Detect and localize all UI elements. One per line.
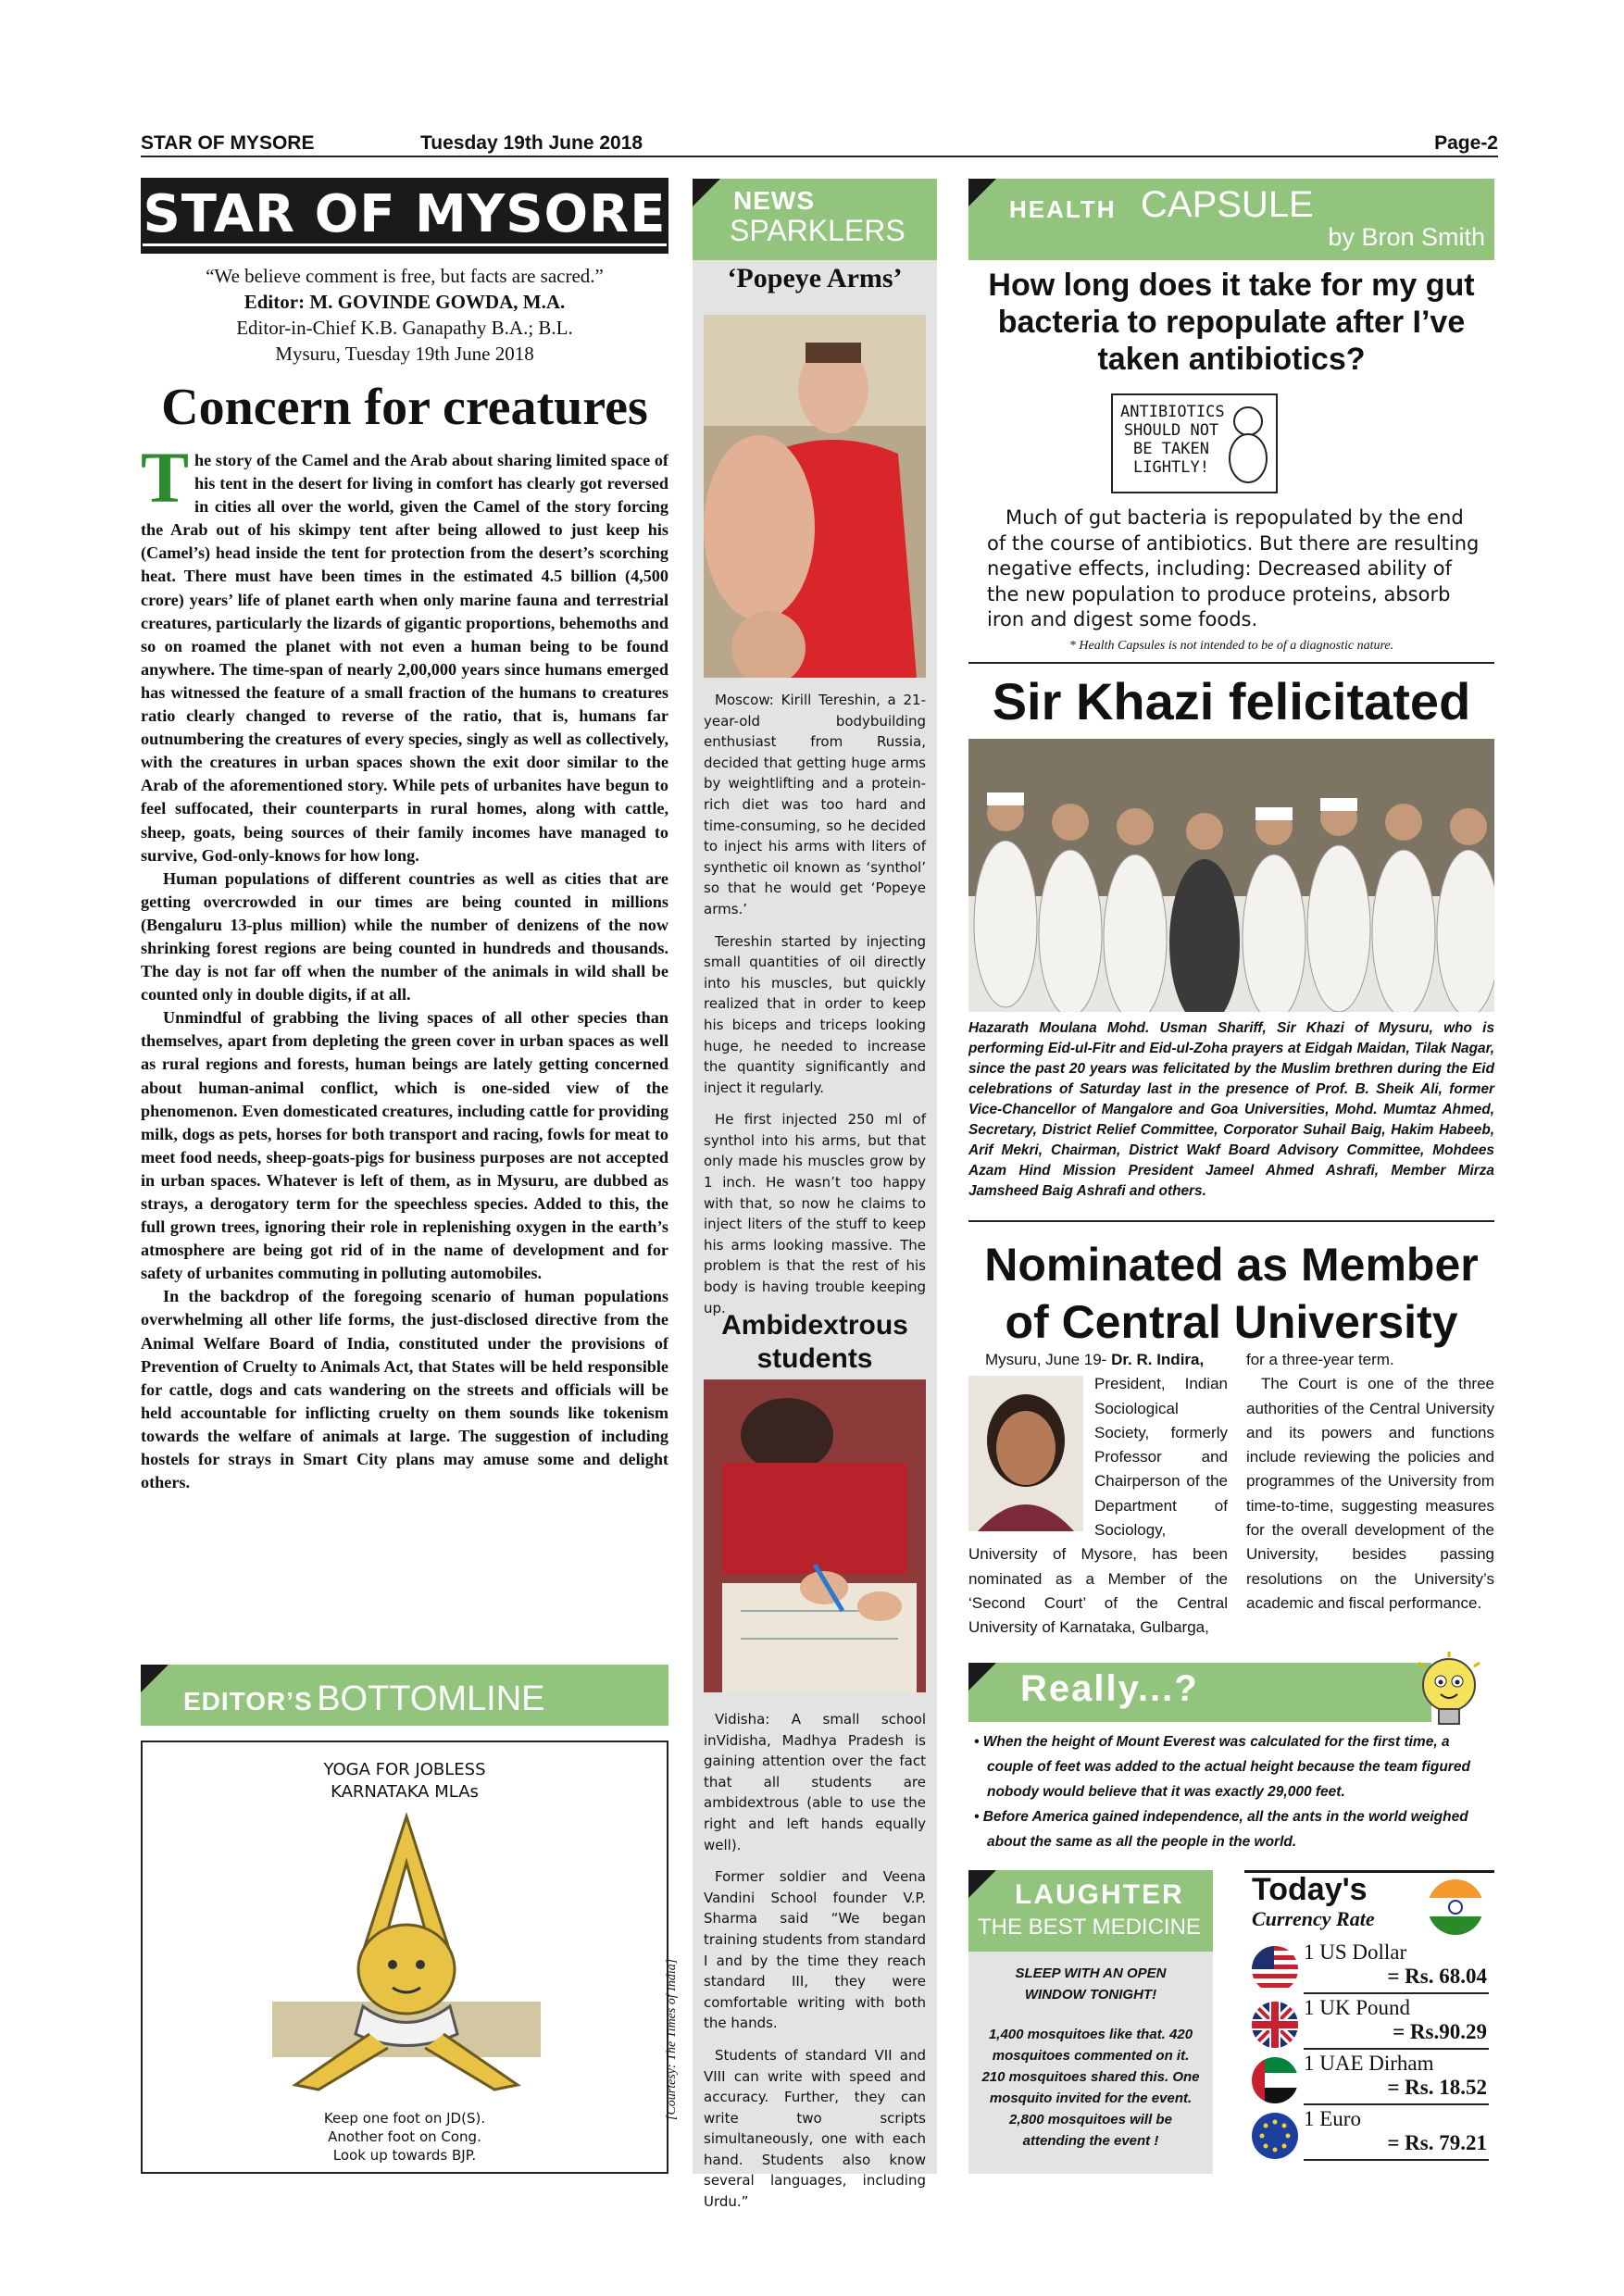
ambidextrous-paragraph-3: Students of standard VII and VIII can write with speed and accuracy. Further, they can write two scripts simultaneously, one with each hand. Students also know several languages, including Urdu.” bbox=[704, 2046, 926, 2211]
editorial-body bbox=[141, 437, 668, 1494]
joke-body: 1,400 mosquitoes like that. 420 mosquitoes commented on it. 210 mosquitoes shared this. One mosquito invited for the event. 2,800 mosquitoes will be attending the event ! bbox=[981, 2027, 1200, 2149]
header-rule bbox=[141, 156, 1498, 157]
portrait-illustration bbox=[968, 1376, 1083, 1531]
currency-subtitle: Currency Rate bbox=[1252, 1907, 1375, 1930]
popeye-paragraph-2: Tereshin started by injecting small quantities of oil directly into his muscles, but quickly realized that in order to keep his biceps and triceps looking huge, he needed to increase the quantity significantly and inject it regularly. bbox=[704, 932, 926, 1096]
currency-name: 1 UK Pound bbox=[1304, 1996, 1411, 2019]
corner-triangle-icon bbox=[968, 1870, 996, 1898]
header-date: Tuesday 19th June 2018 bbox=[420, 132, 643, 154]
bottomline-label-rest: BOTTOMLINE bbox=[317, 1679, 545, 1718]
list-item: • Before America gained independence, all the ants in the world weighed about the same as all the people in the world. bbox=[974, 1809, 1468, 1850]
cartoon-title: YOGA FOR JOBLESS KARNATAKA MLAs bbox=[323, 1760, 486, 1802]
drop-cap: T bbox=[141, 437, 190, 518]
group-photo-illustration bbox=[968, 739, 1494, 1012]
list-item: • When the height of Mount Everest was calculated for the first time, a couple of feet was added to the actual height because the team figured nobody would believe that it was exactly 29,000 feet. bbox=[974, 1734, 1470, 1800]
dr-indira-photo bbox=[968, 1376, 1083, 1531]
health-byline: by Bron Smith bbox=[1328, 223, 1485, 251]
currency-name: 1 UAE Dirham bbox=[1304, 2052, 1434, 2075]
news-sparklers-banner bbox=[693, 179, 937, 260]
popeye-headline: ‘Popeye Arms’ bbox=[727, 263, 903, 293]
currency-row-gbp bbox=[1244, 1994, 1494, 2050]
ambidextrous-story bbox=[704, 1709, 926, 2224]
cartoon-sign-text: ANTIBIOTICS SHOULD NOT BE TAKEN LIGHTLY! bbox=[1120, 403, 1225, 477]
news-label: NEWS bbox=[733, 186, 815, 215]
dateline: Mysuru, Tuesday 19th June 2018 bbox=[275, 343, 534, 365]
ambidextrous-paragraph-2: Former soldier and Veena Vandini School founder V.P. Sharma said “We began training students from standard I and by the time they reach standard III, they were comfortable writing with both the hands. bbox=[704, 1868, 926, 2032]
health-answer: Much of gut bacteria is repopulated by the end of the course of antibiotics. But there are resulting negative effects, including: Decreased ability of the new population to produce proteins, absorb iron and digest some foods. bbox=[987, 506, 1480, 630]
currency-name: 1 US Dollar bbox=[1304, 1940, 1407, 1964]
bottomline-banner bbox=[141, 1665, 668, 1726]
khazi-headline: Sir Khazi felicitated bbox=[992, 672, 1471, 730]
masthead-logo: STAR OF MYSORE bbox=[141, 178, 668, 254]
popeye-story bbox=[704, 690, 926, 1329]
central-university-headline: Nominated as Member of Central University bbox=[984, 1239, 1479, 1348]
felicitation-caption: Hazarath Moulana Mohd. Usman Shariff, Sir Khazi of Mysuru, who is performing Eid-ul-Fitr and Eid-ul-Zoha prayers at Eidgah Maidan, Tilak Nagar, since the past 20 years was felicitated by the Muslim brethren during the Eid celebrations of Saturday last in the presence of Prof. B. Sheik Ali, former Vice-Chancellor of Mangalore and Goa Universities, Mohd. Mumtaz Ahmed, Secretary, District Relief Committee, Corporator Suhail Baig, Hakim Habeeb, Arif Mekri, Chairman, District Wakf Board Advisory Committee, Mohdees Azam Hind Mission President Jameel Ahmed Ashrafi, Member Mirza Jamsheed Baig Ashrafi and others. bbox=[968, 1020, 1494, 1199]
eu-flag-icon bbox=[1252, 2113, 1298, 2159]
currency-value: = Rs. 79.21 bbox=[1387, 2131, 1487, 2154]
person-name: Dr. R. Indira, bbox=[1111, 1351, 1205, 1368]
courtesy-credit: [Courtesy: The Times of India] bbox=[665, 1958, 679, 2120]
popeye-paragraph-3: He first injected 250 ml of synthol into his arms, but that only made his muscles grow by 1 inch. He wasn’t too happy with that, so now he claims to inject liters of the stuff to keep his arms looking massive. The problem is that the rest of his body is having trouble keeping up. bbox=[704, 1111, 926, 1316]
antibiotics-cartoon bbox=[1111, 393, 1278, 493]
bodybuilder-photo-illustration bbox=[704, 315, 926, 678]
us-flag-icon bbox=[1252, 1946, 1298, 1992]
cartoon-character-illustration bbox=[1222, 403, 1274, 486]
corner-triangle-icon bbox=[968, 1663, 996, 1691]
story-body-3: The Court is one of the three authorities of the Central University and its powers and functions include reviewing the policies and programmes of the University from time-to-time, suggesting measures for the overall development of the University, besides passing resolutions on the University’s academic and fiscal performance. bbox=[1246, 1375, 1494, 1612]
currency-name: 1 Euro bbox=[1304, 2107, 1361, 2130]
story-body-2: for a three-year term. bbox=[1246, 1351, 1394, 1368]
health-question: How long does it take for my gut bacteria to repopulate after I’ve taken antibiotics? bbox=[988, 268, 1475, 377]
story-dateline: Mysuru, June 19- bbox=[985, 1351, 1107, 1368]
capsule-label: CAPSULE bbox=[1141, 184, 1314, 225]
currency-row-eur bbox=[1244, 2105, 1494, 2161]
currency-row-usd bbox=[1244, 1939, 1494, 1994]
editorial-paragraph-3: Unmindful of grabbing the living spaces of all other species than themselves, apart from depleting the green cover in urban spaces as well as rural regions and forests, human beings are lately getting concerned about human-animal conflict, which is one-sided view of the phenomenon. Even domesticated creatures, including cattle for providing milk, dogs as pets, horses for both transport and racing, fowls for meat to meet food needs, sheep-goats-pigs for business purposes are not accepted in urban spaces. Whatever is left of them, as in Mysuru, are dubbed as strays, a derogatory term for the speechless species. Added to this, the full grown trees, ignoring their role in replenishing oxygen in the earth’s atmosphere are being got rid of in the name of development and for safety of urbanites commuting in polluting automobiles. bbox=[141, 1008, 668, 1283]
currency-value: = Rs. 18.52 bbox=[1387, 2076, 1487, 2099]
header-page-number: Page-2 bbox=[1434, 132, 1498, 154]
really-facts-list bbox=[968, 1729, 1494, 1854]
editorial-headline: Concern for creatures bbox=[161, 379, 648, 436]
yoga-figure-illustration bbox=[254, 1807, 559, 2103]
popeye-arms-photo bbox=[704, 315, 926, 678]
joke-title: SLEEP WITH AN OPEN WINDOW TONIGHT! bbox=[1015, 1965, 1167, 2003]
editorial-paragraph-2: Human populations of different countries as well as cities that are getting overcrowded in our times are being counted in millions (Bengaluru 13-plus million) while the number of denizens of the now shrinking forest regions are being counted in hundreds and thousands. The day is not far off when the number of the animals in wild shall be counted only in double digits, if at all. bbox=[141, 868, 668, 1004]
currency-title: Today's bbox=[1252, 1872, 1368, 1907]
india-flag-icon bbox=[1428, 1879, 1483, 1935]
section-rule bbox=[968, 1220, 1494, 1222]
really-label: Really...? bbox=[1020, 1668, 1199, 1709]
joke-box bbox=[968, 1952, 1213, 2174]
central-university-col1 bbox=[968, 1348, 1228, 1641]
bottomline-cartoon bbox=[141, 1741, 668, 2174]
health-disclaimer: * Health Capsules is not intended to be of a diagnostic nature. bbox=[1068, 639, 1394, 653]
health-capsule-banner bbox=[968, 179, 1494, 260]
health-label: HEALTH bbox=[1009, 195, 1117, 223]
currency-row-aed bbox=[1244, 2050, 1494, 2105]
ambidextrous-paragraph-1: Vidisha: A small school inVidisha, Madhya Pradesh is gaining attention over the fact that all students are ambidextrous (able to use the right and left hands equally well). bbox=[704, 1711, 926, 1853]
uk-flag-icon bbox=[1252, 2002, 1298, 2048]
lightbulb-icon bbox=[1407, 1650, 1491, 1733]
really-banner bbox=[968, 1663, 1431, 1722]
ambidextrous-student-photo bbox=[704, 1379, 926, 1692]
popeye-paragraph-1: Moscow: Kirill Tereshin, a 21-year-old bodybuilding enthusiast from Russia, decided that getting huge arms by weightlifting and a protein-rich diet was too hard and time-consuming, so he decided to inject his arms with liters of synthetic oil known as ‘synthol’ so that he would get ‘Popeye arms.’ bbox=[704, 692, 926, 917]
central-university-col2 bbox=[1246, 1348, 1494, 1616]
corner-triangle-icon bbox=[693, 179, 720, 206]
student-writing-illustration bbox=[704, 1379, 926, 1692]
sparklers-label: SPARKLERS bbox=[730, 214, 906, 247]
editor-in-chief-line: Editor-in-Chief K.B. Ganapathy B.A.; B.L. bbox=[236, 317, 573, 339]
currency-value: = Rs. 68.04 bbox=[1387, 1965, 1487, 1988]
header-paper-name: STAR OF MYSORE bbox=[141, 132, 315, 154]
best-medicine-label: THE BEST MEDICINE bbox=[978, 1915, 1201, 1940]
laughter-label: LAUGHTER bbox=[1015, 1879, 1184, 1910]
currency-value: = Rs.90.29 bbox=[1393, 2020, 1487, 2043]
bottomline-label-bold: EDITOR’S bbox=[183, 1687, 313, 1716]
corner-triangle-icon bbox=[968, 179, 996, 206]
section-rule bbox=[968, 662, 1494, 664]
masthead-credits bbox=[141, 263, 668, 367]
editorial-paragraph-1: he story of the Camel and the Arab about sharing limited space of his tent in the desert for living in comfort has clearly got reversed in cities all over the world, given the Camel of the story forcing the Arab out of his skimpy tent after being allowed to just keep his (Camel’s) head inside the tent for protection from the desert’s scorching heat. There must have been times in the estimated 4.5 billion (4,500 crore) years’ life of planet earth when only marine fauna and terrestrial creatures, particularly the lizards of gigantic proportions, behemoths and so on roamed the planet with not even a human being to be found anywhere. The time-span of nearly 2,00,000 years since humans emerged has witnessed the feature of a small fraction of the humans to creatures ratio clearly changed to reverse of the ratio, that is, humans far outnumbering the creatures of every species, singly as well as collectively, with the creatures in urban spaces shown the exit door similar to the Arab of the aforementioned story. While pets of urbanites have begun to feel suffocated, their counterparts in rural homes, along with cattle, sheep, goats, being sources of their family incomes have managed to survive, God-only-knows for how long. bbox=[141, 451, 668, 865]
cartoon-caption: Keep one foot on JD(S). Another foot on Cong. Look up towards BJP. bbox=[323, 2110, 486, 2164]
uae-flag-icon bbox=[1252, 2057, 1298, 2103]
editorial-paragraph-4: In the backdrop of the foregoing scenario of human populations overwhelming all other life forms, the just-disclosed directive from the Animal Welfare Board of India, constituted under the provisions of Prevention of Cruelty to Animals Act, that States will be held responsible for cattle, dogs and cats wandering on the streets and officials will be held accountable for inflicting cruelty on them sounds like tokenism towards the welfare of animals at large. The suggestion of including hostels for strays in Smart City plans may amuse some and delight others. bbox=[141, 1287, 668, 1492]
motto: “We believe comment is free, but facts are sacred.” bbox=[206, 265, 604, 287]
story-body-1: President, Indian Sociological Society, formerly Professor and Chairperson of the Department of Sociology, University of Mysore, has been nominated as a Member of the ‘Second Court’ of the Central University of Karnataka, Gulbarga, bbox=[968, 1375, 1228, 1637]
row-rule bbox=[1304, 2159, 1489, 2161]
corner-triangle-icon bbox=[141, 1665, 169, 1692]
ambidextrous-headline: Ambidextrous students bbox=[721, 1310, 908, 1374]
editor-line: Editor: M. GOVINDE GOWDA, M.A. bbox=[244, 291, 566, 313]
laughter-banner bbox=[968, 1870, 1213, 1952]
felicitation-photo bbox=[968, 739, 1494, 1012]
